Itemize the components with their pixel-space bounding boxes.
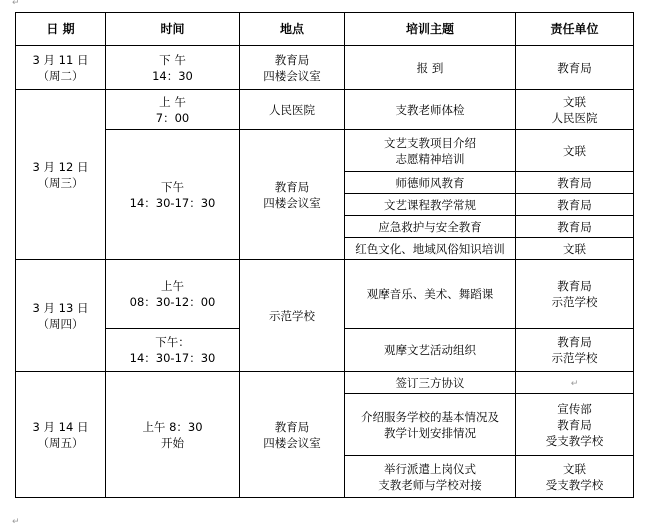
topic-cell: 文艺支教项目介绍 志愿精神培训 xyxy=(345,130,516,172)
time-cell: 上午 8：30 开始 xyxy=(106,372,240,498)
topic-cell: 师德师风教育 xyxy=(345,172,516,194)
header-date: 日 期 xyxy=(16,13,106,46)
topic-cell: 红色文化、地域风俗知识培训 xyxy=(345,238,516,260)
topic-cell: 文艺课程教学常规 xyxy=(345,194,516,216)
table-row xyxy=(16,46,634,90)
place-cell: 教育局 四楼会议室 xyxy=(240,46,345,90)
header-unit: 责任单位 xyxy=(516,13,634,46)
topic-cell: 观摩音乐、美术、舞蹈课 xyxy=(345,260,516,329)
paragraph-mark: ↵ xyxy=(12,0,20,8)
header-row xyxy=(16,13,634,46)
unit-cell: 文联 xyxy=(516,238,634,260)
place-cell: 教育局 四楼会议室 xyxy=(240,130,345,260)
unit-cell: 教育局 示范学校 xyxy=(516,260,634,329)
unit-cell: 教育局 xyxy=(516,216,634,238)
topic-cell: 介绍服务学校的基本情况及 教学计划安排情况 xyxy=(345,394,516,456)
topic-cell: 举行派遣上岗仪式 支教老师与学校对接 xyxy=(345,456,516,498)
time-cell: 下午 14：30-17：30 xyxy=(106,130,240,260)
time-cell: 上午 08：30-12：00 xyxy=(106,260,240,329)
table-row xyxy=(16,90,634,130)
date-cell: 3 月 13 日 （周四） xyxy=(16,260,106,372)
unit-cell xyxy=(516,372,634,394)
table-row xyxy=(16,372,634,394)
topic-cell: 支教老师体检 xyxy=(345,90,516,130)
unit-cell: 宣传部 教育局 受支教学校 xyxy=(516,394,634,456)
table-row xyxy=(16,130,634,172)
training-schedule-table xyxy=(15,12,634,498)
time-cell: 上 午 7：00 xyxy=(106,90,240,130)
header-topic: 培训主题 xyxy=(345,13,516,46)
unit-cell: 文联 xyxy=(516,130,634,172)
unit-cell: 教育局 示范学校 xyxy=(516,329,634,372)
header-time: 时间 xyxy=(106,13,240,46)
unit-cell: 文联 人民医院 xyxy=(516,90,634,130)
date-cell: 3 月 11 日 （周二） xyxy=(16,46,106,90)
paragraph-mark: ↵ xyxy=(12,517,20,527)
place-cell: 示范学校 xyxy=(240,260,345,372)
date-cell: 3 月 12 日 （周三） xyxy=(16,90,106,260)
topic-cell: 报 到 xyxy=(345,46,516,90)
paragraph-mark: ↵ xyxy=(570,378,579,389)
table-row xyxy=(16,260,634,329)
place-cell: 教育局 四楼会议室 xyxy=(240,372,345,498)
time-cell: 下 午 14：30 xyxy=(106,46,240,90)
place-cell: 人民医院 xyxy=(240,90,345,130)
unit-cell: 教育局 xyxy=(516,172,634,194)
topic-cell: 观摩文艺活动组织 xyxy=(345,329,516,372)
topic-cell: 签订三方协议 xyxy=(345,372,516,394)
header-place: 地点 xyxy=(240,13,345,46)
date-cell: 3 月 14 日 （周五） xyxy=(16,372,106,498)
time-cell: 下午： 14：30-17：30 xyxy=(106,329,240,372)
unit-cell: 教育局 xyxy=(516,46,634,90)
unit-cell: 教育局 xyxy=(516,194,634,216)
topic-cell: 应急救护与安全教育 xyxy=(345,216,516,238)
unit-cell: 文联 受支教学校 xyxy=(516,456,634,498)
